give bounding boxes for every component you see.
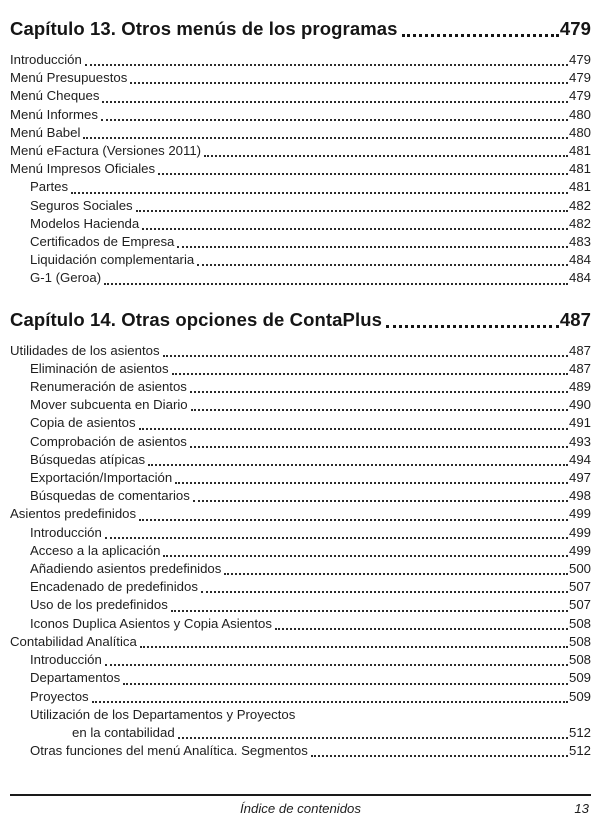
toc-entry-label: Copia de asientos: [30, 415, 136, 431]
toc-entry-label: Otras funciones del menú Analítica. Segmentos: [30, 743, 308, 759]
toc-entry-page-number: 480: [568, 124, 591, 140]
chapter-heading: [10, 308, 591, 332]
toc-entry-page-number: 512: [568, 724, 591, 740]
toc-sections: [10, 17, 591, 760]
toc-section: [10, 308, 591, 761]
dot-leader: [102, 101, 568, 103]
dot-leader: [163, 555, 568, 557]
toc-entry: [10, 596, 591, 614]
toc-entry: [10, 615, 591, 633]
toc-entry: [10, 724, 591, 742]
toc-entry: [10, 360, 591, 378]
toc-entry-page-number: 499: [568, 524, 591, 540]
toc-entry-label: Exportación/Importación: [30, 470, 173, 486]
toc-entry-page-number: 481: [568, 143, 591, 159]
toc-entry: [10, 414, 591, 432]
toc-entry-page-number: 507: [568, 579, 591, 595]
toc-entry-label: en la contabilidad: [72, 724, 175, 740]
dot-leader: [190, 391, 568, 393]
toc-entry: [10, 160, 591, 178]
toc-entry: [10, 651, 591, 669]
toc-entry: [10, 742, 591, 760]
toc-entry: [10, 378, 591, 396]
dot-leader: [175, 482, 568, 484]
toc-entry-label: Menú Babel: [10, 124, 81, 140]
dot-leader: [201, 591, 568, 593]
toc-entry-label: Utilidades de los asientos: [10, 342, 160, 358]
toc-entry-label: Menú eFactura (Versiones 2011): [10, 143, 202, 159]
toc-entry: [10, 142, 591, 160]
dot-leader: [142, 228, 568, 230]
toc-entry: [10, 688, 591, 706]
toc-entry-label: Encadenado de predefinidos: [30, 579, 198, 595]
toc-entry-page-number: 484: [568, 252, 591, 268]
footer-title: Índice de contenidos: [240, 801, 361, 816]
toc-entry-page-number: 497: [568, 470, 591, 486]
dot-leader: [83, 137, 568, 139]
toc-entry: [10, 560, 591, 578]
toc-entry: [10, 124, 591, 142]
toc-entry-label: Añadiendo asientos predefinidos: [30, 561, 222, 577]
toc-entry-page-number: 489: [568, 379, 591, 395]
toc-entry: [10, 433, 591, 451]
toc-entry: [10, 706, 591, 724]
dot-leader: [177, 246, 568, 248]
toc-entry-page-number: 487: [568, 342, 591, 358]
toc-entry-label: Iconos Duplica Asientos y Copia Asientos: [30, 615, 272, 631]
toc-entry-label: Menú Cheques: [10, 88, 100, 104]
dot-leader: [171, 610, 568, 612]
toc-entry-page-number: 507: [568, 597, 591, 613]
toc-entry-page-number: 508: [568, 615, 591, 631]
toc-entry-label: Introducción: [30, 652, 102, 668]
chapter-page-number: 479: [559, 18, 591, 39]
toc-entry-page-number: 512: [568, 743, 591, 759]
toc-entry: [10, 633, 591, 651]
dot-leader: [139, 428, 568, 430]
toc-entry-page-number: 480: [568, 106, 591, 122]
toc-entry: [10, 342, 591, 360]
dot-leader: [197, 264, 568, 266]
toc-entry-page-number: 481: [568, 161, 591, 177]
footer-row: [10, 796, 591, 818]
toc-entry-label: Seguros Sociales: [30, 197, 133, 213]
dot-leader: [71, 192, 568, 194]
toc-entry-label: Búsquedas atípicas: [30, 451, 146, 467]
toc-entry-label: Menú Informes: [10, 106, 98, 122]
toc-entry-label: Partes: [30, 179, 69, 195]
toc-entry-label: Menú Presupuestos: [10, 70, 128, 86]
toc-entry-page-number: 508: [568, 652, 591, 668]
toc-entry-label: Menú Impresos Oficiales: [10, 161, 156, 177]
toc-entry: [10, 215, 591, 233]
toc-entry-label: Utilización de los Departamentos y Proyectos: [30, 706, 296, 722]
dot-leader: [92, 701, 568, 703]
toc-entry-page-number: 509: [568, 670, 591, 686]
dot-leader: [104, 283, 568, 285]
chapter-title: Capítulo 13. Otros menús de los programas: [10, 18, 398, 39]
toc-entry: [10, 505, 591, 523]
dot-leader: [402, 34, 559, 37]
toc-entry-label: Mover subcuenta en Diario: [30, 397, 188, 413]
toc-entry-label: Contabilidad Analítica: [10, 633, 137, 649]
toc-entry-label: Introducción: [10, 52, 82, 67]
toc-entry-page-number: 500: [568, 561, 591, 577]
toc-entry-label: Liquidación complementaria: [30, 252, 195, 268]
footer-page-number: 13: [574, 801, 589, 816]
page-footer: [10, 794, 591, 818]
toc-entry-page-number: 484: [568, 270, 591, 286]
toc-entry: [10, 451, 591, 469]
toc-entry-label: Uso de los predefinidos: [30, 597, 168, 613]
dot-leader: [311, 755, 568, 757]
toc-entry: [10, 106, 591, 124]
dot-leader: [85, 64, 568, 66]
toc-entry-label: Departamentos: [30, 670, 121, 686]
toc-entry-label: G-1 (Geroa): [30, 270, 102, 286]
toc-entry: [10, 51, 591, 69]
toc-entry: [10, 669, 591, 687]
dot-leader: [172, 373, 568, 375]
dot-leader: [140, 646, 568, 648]
toc-entry-label: Comprobación de asientos: [30, 433, 187, 449]
toc-entry-label: Asientos predefinidos: [10, 506, 137, 522]
toc-entry-page-number: 479: [568, 70, 591, 86]
toc-entry-label: Certificados de Empresa: [30, 234, 175, 250]
toc-entry-page-number: 487: [568, 360, 591, 376]
chapter-entries: [10, 51, 591, 288]
chapter-entries: [10, 342, 591, 761]
toc-entry: [10, 269, 591, 287]
toc-entry: [10, 233, 591, 251]
toc-entry-page-number: 508: [568, 633, 591, 649]
toc-entry-page-number: 491: [568, 415, 591, 431]
dot-leader: [130, 82, 568, 84]
toc-entry-page-number: 499: [568, 506, 591, 522]
toc-entry-label: Proyectos: [30, 688, 89, 704]
toc-entry: [10, 69, 591, 87]
dot-leader: [190, 446, 568, 448]
toc-entry-label: Introducción: [30, 524, 102, 540]
dot-leader: [158, 173, 568, 175]
toc-entry-page-number: 498: [568, 488, 591, 504]
toc-section: [10, 17, 591, 288]
toc-entry: [10, 178, 591, 196]
toc-entry-page-number: 481: [568, 179, 591, 195]
dot-leader: [191, 409, 568, 411]
dot-leader: [193, 500, 568, 502]
toc-entry-page-number: 494: [568, 451, 591, 467]
dot-leader: [105, 664, 568, 666]
toc-entry-page-number: 493: [568, 433, 591, 449]
toc-entry: [10, 524, 591, 542]
toc-entry-label: Eliminación de asientos: [30, 360, 169, 376]
toc-entry-page-number: 482: [568, 215, 591, 231]
toc-entry: [10, 487, 591, 505]
dot-leader: [101, 119, 568, 121]
chapter-heading: [10, 17, 591, 41]
toc-entry: [10, 542, 591, 560]
dot-leader: [275, 628, 568, 630]
dot-leader: [386, 325, 559, 328]
chapter-title: Capítulo 14. Otras opciones de ContaPlus: [10, 308, 383, 330]
toc-entry-page-number: 490: [568, 397, 591, 413]
toc-entry-page-number: 482: [568, 197, 591, 213]
toc-entry-label: Búsquedas de comentarios: [30, 488, 190, 504]
toc-entry: [10, 396, 591, 414]
dot-leader: [224, 573, 568, 575]
dot-leader: [204, 155, 568, 157]
dot-leader: [123, 683, 568, 685]
toc-entry: [10, 251, 591, 269]
toc-entry-page-number: 483: [568, 234, 591, 250]
toc-entry: [10, 87, 591, 105]
toc-entry-label: Renumeración de asientos: [30, 379, 187, 395]
toc-entry: [10, 578, 591, 596]
dot-leader: [105, 537, 568, 539]
toc-entry-label: Acceso a la aplicación: [30, 542, 161, 558]
toc-entry: [10, 469, 591, 487]
toc-entry-page-number: 509: [568, 688, 591, 704]
toc-entry-page-number: 479: [568, 52, 591, 67]
dot-leader: [139, 519, 568, 521]
dot-leader: [178, 737, 568, 739]
toc-entry-page-number: 499: [568, 542, 591, 558]
toc-entry-label: Modelos Hacienda: [30, 215, 140, 231]
toc-entry-page-number: 479: [568, 88, 591, 104]
toc-entry: [10, 197, 591, 215]
dot-leader: [148, 464, 568, 466]
dot-leader: [163, 355, 568, 357]
dot-leader: [136, 210, 568, 212]
chapter-page-number: 487: [559, 308, 591, 330]
